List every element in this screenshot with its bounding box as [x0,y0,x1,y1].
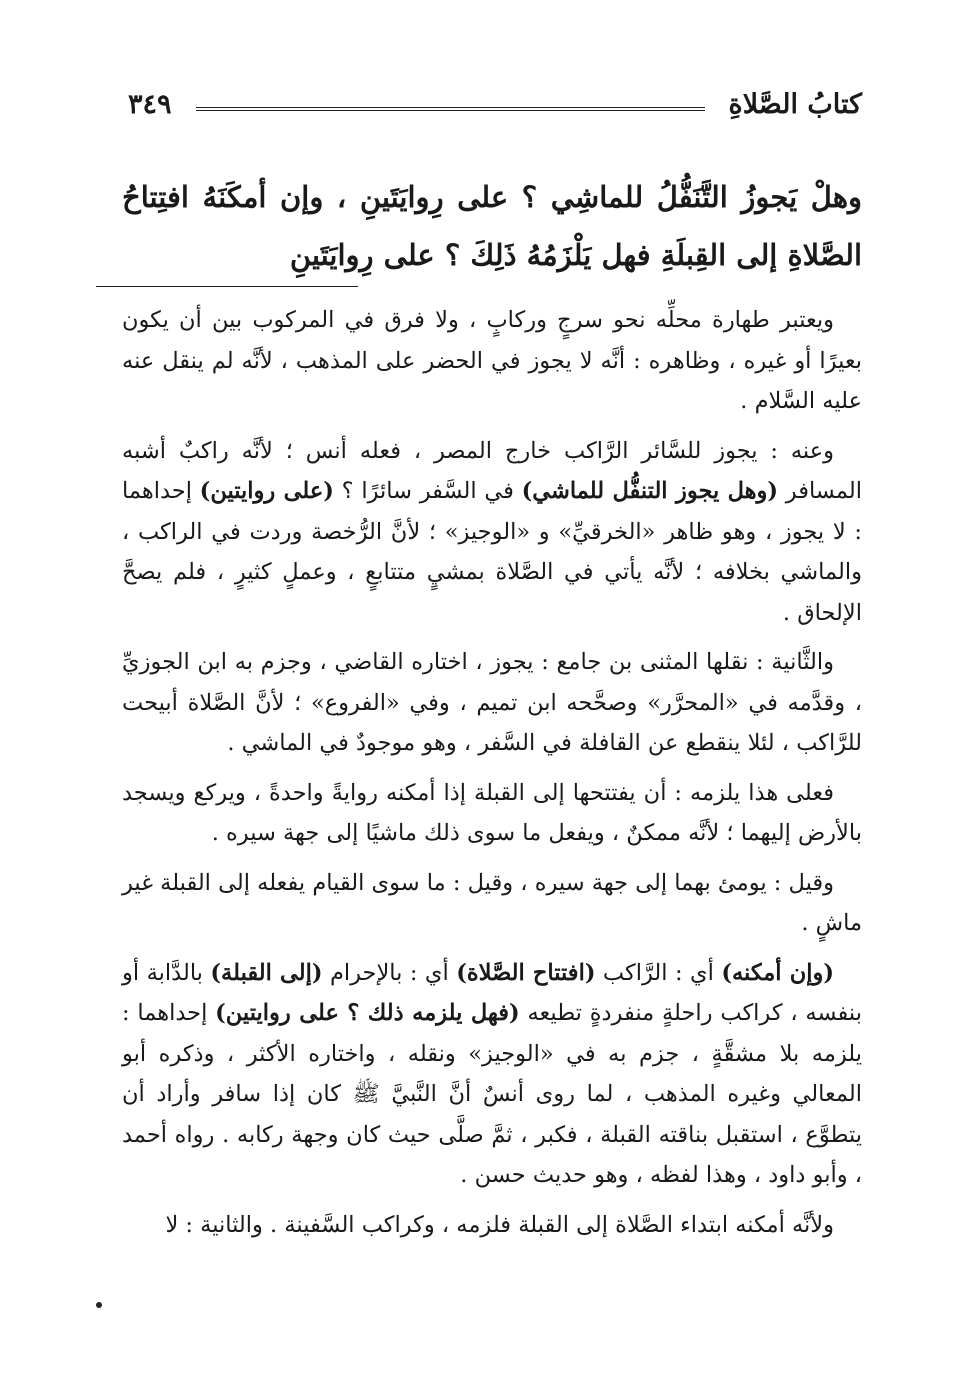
quoted-matn: (وهل يجوز التنفُّل للماشي) [521,478,779,504]
book-title: كتابُ الصَّلاةِ [728,88,862,120]
commentary-text: بالدَّابة أو بنفسه ، كراكب راحلةٍ منفردةٍ تطيعه [122,959,862,1026]
quoted-matn: (وإن أمكنه) [721,959,834,986]
quoted-matn: (فهل يلزمه ذلك ؟ على روايتين) [215,1000,520,1026]
commentary-paragraph [122,953,862,1196]
commentary-paragraph [122,1205,862,1246]
commentary-paragraph [122,773,862,854]
quoted-matn: (على روايتين) [199,478,334,504]
commentary-text: فعلى هذا يلزمه : أن يفتتحها إلى القبلة إذا أمكنه روايةً واحدةً ، ويركع ويسجد بالأرض إليهما ؛ لأنَّه ممكنٌ ، ويفعل ما سوى ذلك ماشيًا إلى جهة سيره . [122,779,862,846]
commentary-text: إحداهما : لا يجوز ، وهو ظاهر «الخرقيِّ» و «الوجيز» ؛ لأنَّ الرُّخصة وردت في الراكب ، والماشي بخلافه ؛ لأنَّه يأتي في الصَّلاة بمشيٍ متتابعٍ ، وعملٍ كثيرٍ ، فلم يصحَّ الإلحاق . [122,478,862,626]
commentary-text: إحداهما : يلزمه بلا مشقَّةٍ ، جزم به في «الوجيز» ونقله ، واختاره الأكثر ، وذكره أبو المعالي وغيره المذهب ، لما روى أنسٌ أنَّ النَّبيَّ ﷺ كان إذا سافر وأراد أن يتطوَّع ، استقبل بناقته القبلة ، فكبر ، ثمَّ صلَّى حيث كان وجهة ركابه . رواه أحمد ، وأبو داود ، وهذا لفظه ، وهو حديث حسن . [122,1000,862,1188]
matn-text: وهلْ يَجوزُ التَّنَفُّلُ للماشِي ؟ على رِوايَتَينِ ، وإن أمكَنَهُ افتِتاحُ الصَّلاةِ إلى القِبلَةِ فهل يَلْزَمُهُ ذَلِكَ ؟ على رِوايَتَينِ [122,180,862,272]
commentary-text: وقيل : يومئ بهما إلى جهة سيره ، وقيل : ما سوى القيام يفعله إلى القبلة غير ماشٍ . [122,869,862,936]
page-number: ٣٤٩ [128,88,172,120]
commentary-text: ولأنَّه أمكنه ابتداء الصَّلاة إلى القبلة فلزمه ، وكراكب السَّفينة . والثانية : لا [165,1211,834,1238]
commentary-text: في السَّفر سائرًا ؟ [333,478,522,504]
commentary-body [122,300,862,1254]
running-header [128,84,862,124]
quoted-matn: (افتتاح الصَّلاة) [456,959,596,986]
commentary-text: ويعتبر طهارة محلِّه نحو سرجٍ وركابٍ ، ولا فرق في المركوب بين أن يكون بعيرًا أو غيره ، وظاهره : أنَّه لا يجوز في الحضر على المذهب ، لأنَّه لم ينقل عنه عليه السَّلام . [122,307,862,414]
margin-dot [96,1302,102,1308]
commentary-paragraph [122,431,862,634]
matn-separator [96,286,358,287]
commentary-text: أي : الرَّاكب [595,959,722,986]
header-rule [196,107,705,111]
commentary-paragraph [122,863,862,944]
commentary-text: وعنه : يجوز للسَّائر الرَّاكب خارج المصر ، فعله أنس ؛ لأنَّه راكبٌ أشبه المسافر [122,437,862,504]
commentary-text: والثَّانية : نقلها المثنى بن جامع : يجوز ، اختاره القاضي ، وجزم به ابن الجوزيِّ ، وقدَّمه في «المحرَّر» وصحَّحه ابن تميم ، وفي «الفروع» ؛ لأنَّ الصَّلاة أبيحت للرَّاكب ، لئلا ينقطع عن القافلة في السَّفر ، وهو موجودٌ في الماشي . [122,649,862,756]
quoted-matn: (إلى القبلة) [210,959,323,986]
commentary-paragraph [122,300,862,422]
commentary-paragraph [122,642,862,764]
commentary-text: أي : بالإحرام [322,959,457,986]
